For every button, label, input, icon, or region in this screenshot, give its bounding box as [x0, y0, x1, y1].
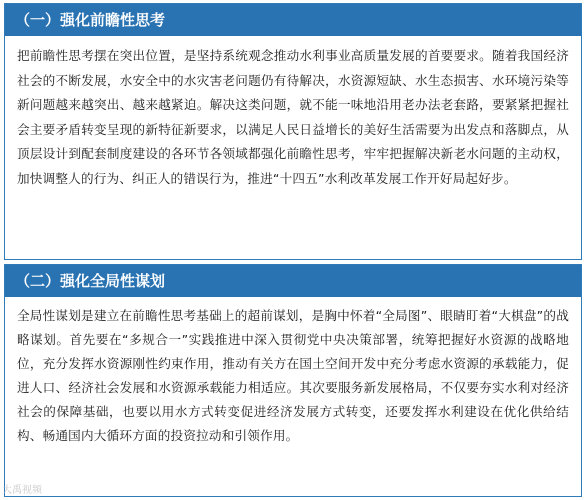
watermark: 大禹视频	[2, 485, 42, 496]
section-body: 把前瞻性思考摆在突出位置，是坚持系统观念推动水利事业高质量发展的首要要求。随着我国经济社会的不断发展，水安全中的水灾害老问题仍有待解决，水资源短缺、水生态损害、水环境污染等新问题越来越突出、越来越紧迫。解决这类问题，就不能一味地沿用老办法老套路，要紧紧把握社会主要矛盾转变呈现的新特征新要求，以满足人民日益增长的美好生活需要为出发点和落脚点，从顶层设计到配套制度建设的各环节各领域都强化前瞻性思考，牢牢把握解决新老水问题的主动权，加快调整人的行为、纠正人的错误行为，推进“十四五”水利改革发展工作开好局起好步。	[17, 48, 569, 186]
section-title: （一）强化前瞻性思考	[5, 4, 581, 36]
section-overall-planning	[4, 264, 582, 497]
section-title: （二）强化全局性谋划	[5, 265, 581, 297]
section-body: 全局性谋划是建立在前瞻性思考基础上的超前谋划，是胸中怀着“全局图”、眼睛盯着“大棋盘”的战略谋划。首先要在“多规合一”实践推进中深入贯彻党中央决策部署，统筹把握好水资源的战略地位，充分发挥水资源刚性约束作用，推动有关方在国土空间开发中充分考虑水资源的承载能力，促进人口、经济社会发展和水资源承载能力相适应。其次要服务新发展格局，不仅要夯实水利对经济社会的保障基础，也要以用水方式转变促进经济发展方式转变，还要发挥水利建设在优化供给结构、畅通国内大循环方面的投资拉动和引领作用。	[17, 308, 569, 443]
section-forward-thinking	[4, 3, 582, 260]
